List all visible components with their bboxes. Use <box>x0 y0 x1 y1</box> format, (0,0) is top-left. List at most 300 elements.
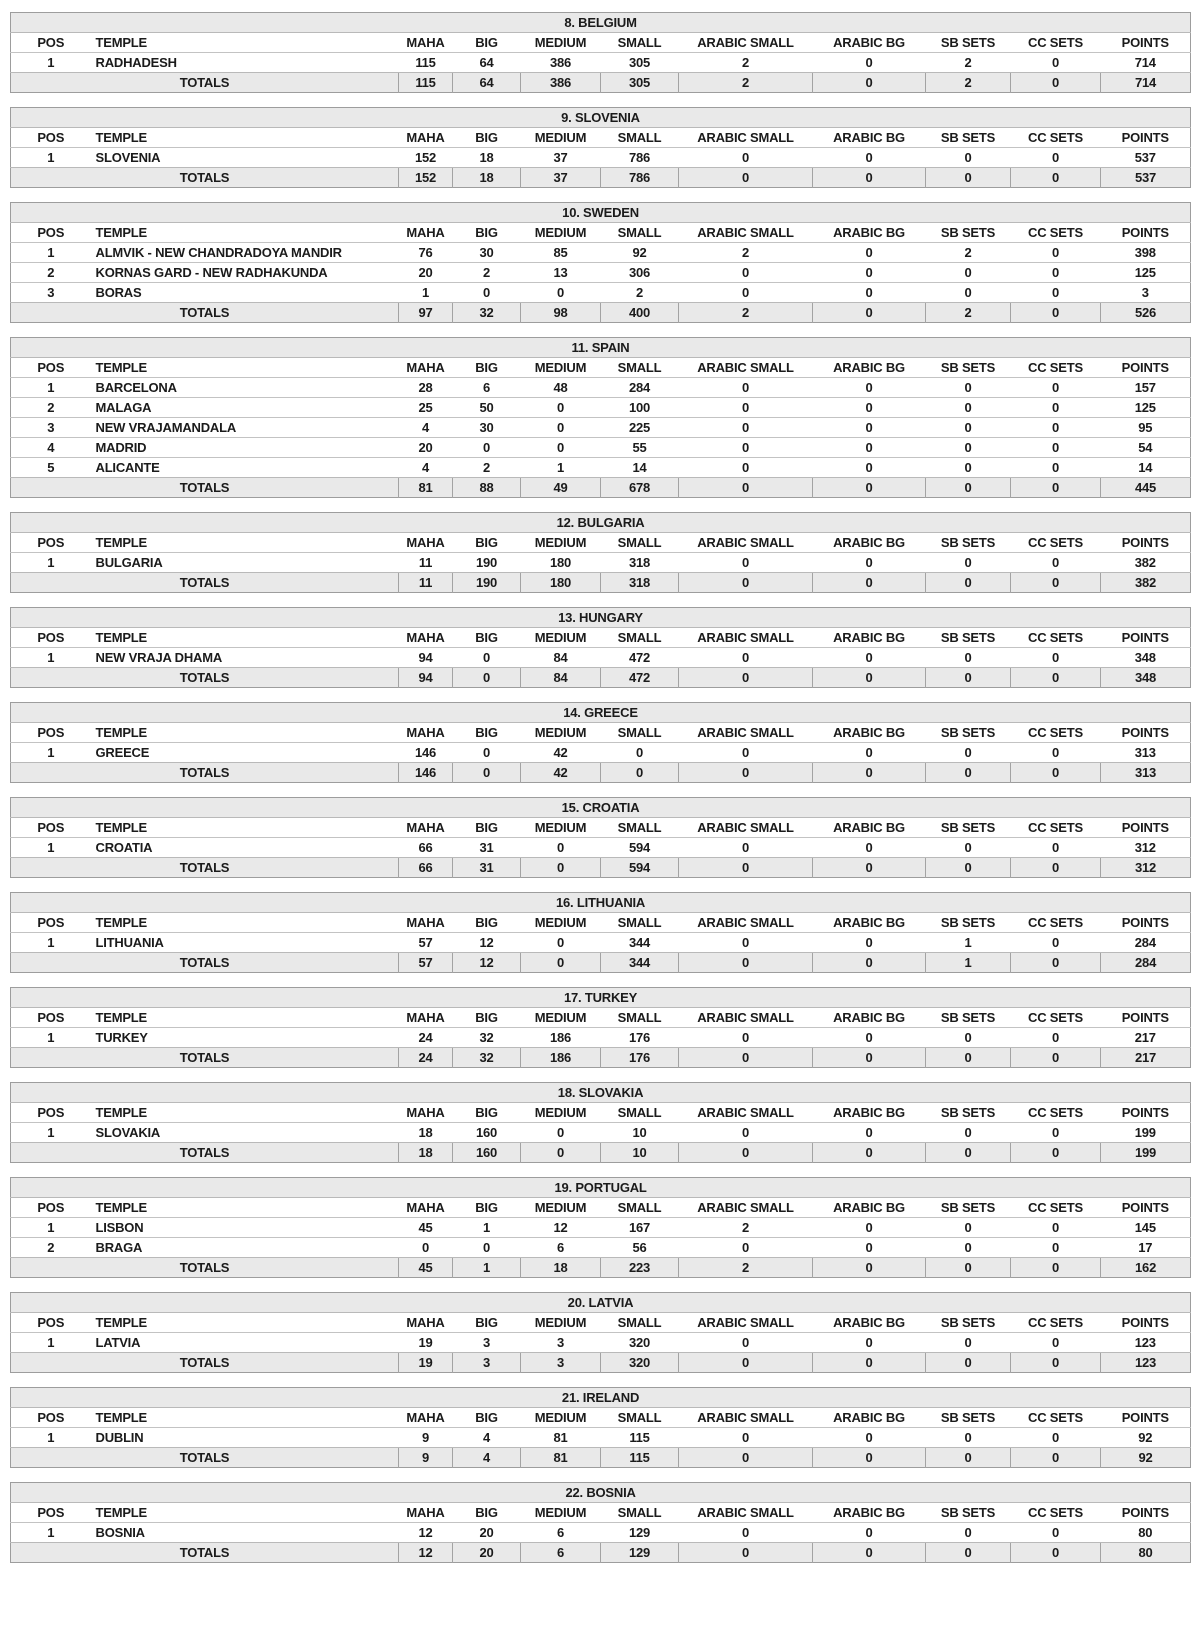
table-row <box>11 378 1191 398</box>
totals-value-cell: 0 <box>521 1143 601 1163</box>
value-cell: 2 <box>926 53 1011 73</box>
totals-value-cell: 305 <box>601 73 679 93</box>
column-header: ARABIC BG <box>813 628 926 648</box>
column-header: MEDIUM <box>521 1313 601 1333</box>
totals-value-cell: 81 <box>399 478 453 498</box>
totals-value-cell: 0 <box>813 303 926 323</box>
column-header: SMALL <box>601 358 679 378</box>
column-header: BIG <box>453 33 521 53</box>
totals-value-cell: 80 <box>1101 1543 1191 1563</box>
totals-value-cell: 45 <box>399 1258 453 1278</box>
value-cell: 0 <box>926 418 1011 438</box>
totals-value-cell: 0 <box>1011 1143 1101 1163</box>
value-cell: 0 <box>679 418 813 438</box>
title-row <box>11 1483 1191 1503</box>
column-header: ARABIC BG <box>813 1008 926 1028</box>
value-cell: 0 <box>926 1428 1011 1448</box>
totals-value-cell: 0 <box>1011 1543 1101 1563</box>
totals-row <box>11 1143 1191 1163</box>
value-cell: 152 <box>399 148 453 168</box>
column-header: POINTS <box>1101 1008 1191 1028</box>
value-cell: 0 <box>813 283 926 303</box>
totals-value-cell: 0 <box>453 763 521 783</box>
table-body <box>11 338 1191 498</box>
totals-row <box>11 1258 1191 1278</box>
column-header: MAHA <box>399 128 453 148</box>
totals-value-cell: 0 <box>813 763 926 783</box>
totals-row <box>11 303 1191 323</box>
totals-value-cell: 786 <box>601 168 679 188</box>
table-row <box>11 838 1191 858</box>
column-header: MEDIUM <box>521 1008 601 1028</box>
totals-value-cell: 0 <box>679 1143 813 1163</box>
value-cell: 0 <box>1011 1333 1101 1353</box>
value-cell: 0 <box>926 1333 1011 1353</box>
column-header: SB SETS <box>926 358 1011 378</box>
value-cell: 0 <box>453 648 521 668</box>
column-header: TEMPLE <box>91 533 399 553</box>
totals-value-cell: 32 <box>453 1048 521 1068</box>
value-cell: 0 <box>1011 243 1101 263</box>
column-header: MEDIUM <box>521 358 601 378</box>
column-header: SB SETS <box>926 533 1011 553</box>
column-header: ARABIC SMALL <box>679 33 813 53</box>
table-row <box>11 53 1191 73</box>
column-header: SMALL <box>601 223 679 243</box>
value-cell: 0 <box>453 1238 521 1258</box>
column-header: SMALL <box>601 128 679 148</box>
value-cell: 4 <box>453 1428 521 1448</box>
totals-value-cell: 0 <box>926 1543 1011 1563</box>
column-header: BIG <box>453 913 521 933</box>
column-header: ARABIC BG <box>813 723 926 743</box>
value-cell: 0 <box>1011 53 1101 73</box>
column-header: ARABIC BG <box>813 33 926 53</box>
totals-value-cell: 0 <box>679 763 813 783</box>
value-cell: 0 <box>679 1238 813 1258</box>
header-row <box>11 628 1191 648</box>
value-cell: 0 <box>679 1123 813 1143</box>
table-row <box>11 148 1191 168</box>
totals-value-cell: 32 <box>453 303 521 323</box>
column-header: MAHA <box>399 1008 453 1028</box>
column-header: CC SETS <box>1011 1503 1101 1523</box>
totals-value-cell: 57 <box>399 953 453 973</box>
column-header: CC SETS <box>1011 723 1101 743</box>
totals-value-cell: 0 <box>1011 73 1101 93</box>
column-header: SMALL <box>601 533 679 553</box>
value-cell: 382 <box>1101 553 1191 573</box>
value-cell: 2 <box>679 243 813 263</box>
column-header: CC SETS <box>1011 223 1101 243</box>
value-cell: 0 <box>679 398 813 418</box>
value-cell: 57 <box>399 933 453 953</box>
totals-value-cell: 64 <box>453 73 521 93</box>
value-cell: 0 <box>813 263 926 283</box>
column-header: ARABIC SMALL <box>679 1408 813 1428</box>
totals-value-cell: 344 <box>601 953 679 973</box>
table-title: 19. PORTUGAL <box>11 1178 1191 1198</box>
column-header: SMALL <box>601 913 679 933</box>
value-cell: 0 <box>1011 933 1101 953</box>
value-cell: 56 <box>601 1238 679 1258</box>
totals-value-cell: 0 <box>1011 1353 1101 1373</box>
value-cell: 20 <box>453 1523 521 1543</box>
value-cell: 472 <box>601 648 679 668</box>
title-row <box>11 1083 1191 1103</box>
value-cell: 18 <box>453 148 521 168</box>
table-title: 14. GREECE <box>11 703 1191 723</box>
column-header: ARABIC SMALL <box>679 1313 813 1333</box>
totals-value-cell: 0 <box>679 668 813 688</box>
table-row <box>11 933 1191 953</box>
column-header: POINTS <box>1101 33 1191 53</box>
value-cell: 2 <box>926 243 1011 263</box>
value-cell: 0 <box>601 743 679 763</box>
column-header: ARABIC SMALL <box>679 723 813 743</box>
totals-value-cell: 0 <box>679 168 813 188</box>
table-title: 12. BULGARIA <box>11 513 1191 533</box>
totals-value-cell: 0 <box>453 668 521 688</box>
value-cell: 0 <box>1011 1238 1101 1258</box>
totals-value-cell: 0 <box>521 953 601 973</box>
totals-value-cell: 2 <box>679 1258 813 1278</box>
totals-value-cell: 386 <box>521 73 601 93</box>
country-table <box>10 1292 1191 1373</box>
table-title: 17. TURKEY <box>11 988 1191 1008</box>
value-cell: 0 <box>813 1523 926 1543</box>
column-header: MEDIUM <box>521 723 601 743</box>
totals-value-cell: 180 <box>521 573 601 593</box>
totals-value-cell: 20 <box>453 1543 521 1563</box>
column-header: BIG <box>453 533 521 553</box>
column-header: SMALL <box>601 1408 679 1428</box>
table-title: 21. IRELAND <box>11 1388 1191 1408</box>
totals-label: TOTALS <box>11 668 399 688</box>
value-cell: 225 <box>601 418 679 438</box>
value-cell: 4 <box>399 418 453 438</box>
value-cell: 125 <box>1101 263 1191 283</box>
totals-value-cell: 0 <box>926 1048 1011 1068</box>
value-cell: 537 <box>1101 148 1191 168</box>
totals-value-cell: 12 <box>399 1543 453 1563</box>
column-header: BIG <box>453 358 521 378</box>
table-title: 20. LATVIA <box>11 1293 1191 1313</box>
value-cell: 2 <box>679 53 813 73</box>
totals-row <box>11 73 1191 93</box>
title-row <box>11 1293 1191 1313</box>
value-cell: 123 <box>1101 1333 1191 1353</box>
totals-value-cell: 0 <box>926 168 1011 188</box>
totals-value-cell: 0 <box>813 668 926 688</box>
totals-value-cell: 0 <box>521 858 601 878</box>
column-header: POS <box>11 1408 91 1428</box>
totals-value-cell: 0 <box>813 1543 926 1563</box>
totals-value-cell: 312 <box>1101 858 1191 878</box>
value-cell: 84 <box>521 648 601 668</box>
value-cell: 0 <box>926 1238 1011 1258</box>
value-cell: 0 <box>926 838 1011 858</box>
column-header: ARABIC BG <box>813 1313 926 1333</box>
value-cell: 199 <box>1101 1123 1191 1143</box>
value-cell: 0 <box>926 1123 1011 1143</box>
pos-cell: 1 <box>11 648 91 668</box>
table-row <box>11 243 1191 263</box>
value-cell: 2 <box>453 458 521 478</box>
column-header: SMALL <box>601 628 679 648</box>
column-header: MAHA <box>399 1313 453 1333</box>
column-header: CC SETS <box>1011 1103 1101 1123</box>
table-row <box>11 1123 1191 1143</box>
pos-cell: 1 <box>11 1218 91 1238</box>
totals-label: TOTALS <box>11 1543 399 1563</box>
column-header: BIG <box>453 1008 521 1028</box>
value-cell: 0 <box>1011 648 1101 668</box>
column-header: POS <box>11 128 91 148</box>
column-header: ARABIC SMALL <box>679 1008 813 1028</box>
value-cell: 30 <box>453 243 521 263</box>
column-header: BIG <box>453 1103 521 1123</box>
value-cell: 30 <box>453 418 521 438</box>
column-header: MEDIUM <box>521 913 601 933</box>
value-cell: 0 <box>521 283 601 303</box>
totals-value-cell: 0 <box>813 573 926 593</box>
temple-cell: SLOVENIA <box>91 148 399 168</box>
column-header: CC SETS <box>1011 128 1101 148</box>
totals-value-cell: 472 <box>601 668 679 688</box>
header-row <box>11 1503 1191 1523</box>
header-row <box>11 33 1191 53</box>
table-row <box>11 418 1191 438</box>
value-cell: 0 <box>1011 1218 1101 1238</box>
value-cell: 0 <box>813 1123 926 1143</box>
country-table <box>10 702 1191 783</box>
value-cell: 0 <box>679 1523 813 1543</box>
totals-value-cell: 0 <box>1011 478 1101 498</box>
totals-value-cell: 49 <box>521 478 601 498</box>
value-cell: 0 <box>813 438 926 458</box>
value-cell: 20 <box>399 438 453 458</box>
totals-value-cell: 2 <box>926 303 1011 323</box>
table-body <box>11 798 1191 878</box>
value-cell: 12 <box>521 1218 601 1238</box>
column-header: POINTS <box>1101 723 1191 743</box>
totals-label: TOTALS <box>11 953 399 973</box>
country-table <box>10 12 1191 93</box>
value-cell: 115 <box>601 1428 679 1448</box>
totals-value-cell: 0 <box>679 573 813 593</box>
value-cell: 24 <box>399 1028 453 1048</box>
value-cell: 28 <box>399 378 453 398</box>
column-header: SB SETS <box>926 1008 1011 1028</box>
column-header: BIG <box>453 128 521 148</box>
column-header: SMALL <box>601 818 679 838</box>
table-body <box>11 1293 1191 1373</box>
value-cell: 0 <box>813 1238 926 1258</box>
value-cell: 0 <box>679 1428 813 1448</box>
value-cell: 312 <box>1101 838 1191 858</box>
value-cell: 0 <box>1011 743 1101 763</box>
value-cell: 55 <box>601 438 679 458</box>
totals-value-cell: 94 <box>399 668 453 688</box>
table-body <box>11 13 1191 93</box>
totals-value-cell: 382 <box>1101 573 1191 593</box>
totals-value-cell: 0 <box>679 1353 813 1373</box>
column-header: ARABIC BG <box>813 913 926 933</box>
column-header: TEMPLE <box>91 818 399 838</box>
header-row <box>11 1008 1191 1028</box>
country-table <box>10 607 1191 688</box>
value-cell: 0 <box>1011 438 1101 458</box>
value-cell: 0 <box>813 243 926 263</box>
column-header: TEMPLE <box>91 223 399 243</box>
column-header: CC SETS <box>1011 1008 1101 1028</box>
temple-cell: NEW VRAJAMANDALA <box>91 418 399 438</box>
value-cell: 0 <box>813 1428 926 1448</box>
value-cell: 3 <box>453 1333 521 1353</box>
value-cell: 12 <box>399 1523 453 1543</box>
totals-row <box>11 953 1191 973</box>
totals-row <box>11 1448 1191 1468</box>
column-header: MEDIUM <box>521 1198 601 1218</box>
totals-value-cell: 0 <box>1011 1448 1101 1468</box>
column-header: MAHA <box>399 913 453 933</box>
column-header: POINTS <box>1101 913 1191 933</box>
totals-value-cell: 176 <box>601 1048 679 1068</box>
column-header: SMALL <box>601 1313 679 1333</box>
pos-cell: 2 <box>11 398 91 418</box>
value-cell: 125 <box>1101 398 1191 418</box>
totals-value-cell: 0 <box>813 1448 926 1468</box>
value-cell: 0 <box>453 283 521 303</box>
value-cell: 0 <box>1011 1028 1101 1048</box>
column-header: POS <box>11 533 91 553</box>
column-header: SB SETS <box>926 33 1011 53</box>
value-cell: 305 <box>601 53 679 73</box>
value-cell: 0 <box>926 398 1011 418</box>
column-header: POINTS <box>1101 1103 1191 1123</box>
value-cell: 0 <box>1011 553 1101 573</box>
value-cell: 145 <box>1101 1218 1191 1238</box>
column-header: ARABIC BG <box>813 223 926 243</box>
value-cell: 180 <box>521 553 601 573</box>
value-cell: 6 <box>453 378 521 398</box>
column-header: ARABIC BG <box>813 1408 926 1428</box>
totals-value-cell: 2 <box>679 73 813 93</box>
table-row <box>11 1218 1191 1238</box>
temple-cell: LITHUANIA <box>91 933 399 953</box>
column-header: POS <box>11 723 91 743</box>
totals-label: TOTALS <box>11 1048 399 1068</box>
totals-value-cell: 0 <box>926 668 1011 688</box>
column-header: MEDIUM <box>521 1103 601 1123</box>
value-cell: 318 <box>601 553 679 573</box>
value-cell: 0 <box>1011 263 1101 283</box>
table-row <box>11 1428 1191 1448</box>
totals-value-cell: 0 <box>601 763 679 783</box>
totals-value-cell: 223 <box>601 1258 679 1278</box>
value-cell: 37 <box>521 148 601 168</box>
value-cell: 386 <box>521 53 601 73</box>
column-header: SMALL <box>601 1103 679 1123</box>
column-header: SMALL <box>601 1503 679 1523</box>
totals-value-cell: 0 <box>679 1448 813 1468</box>
column-header: MEDIUM <box>521 128 601 148</box>
column-header: ARABIC SMALL <box>679 128 813 148</box>
table-body <box>11 203 1191 323</box>
totals-value-cell: 284 <box>1101 953 1191 973</box>
totals-value-cell: 160 <box>453 1143 521 1163</box>
column-header: ARABIC SMALL <box>679 1503 813 1523</box>
value-cell: 1 <box>399 283 453 303</box>
table-row <box>11 1333 1191 1353</box>
value-cell: 176 <box>601 1028 679 1048</box>
value-cell: 0 <box>926 263 1011 283</box>
totals-value-cell: 320 <box>601 1353 679 1373</box>
totals-value-cell: 98 <box>521 303 601 323</box>
pos-cell: 1 <box>11 1028 91 1048</box>
title-row <box>11 1388 1191 1408</box>
column-header: MEDIUM <box>521 533 601 553</box>
value-cell: 12 <box>453 933 521 953</box>
column-header: TEMPLE <box>91 358 399 378</box>
value-cell: 0 <box>679 458 813 478</box>
title-row <box>11 13 1191 33</box>
value-cell: 348 <box>1101 648 1191 668</box>
totals-value-cell: 445 <box>1101 478 1191 498</box>
temple-cell: MALAGA <box>91 398 399 418</box>
pos-cell: 2 <box>11 263 91 283</box>
value-cell: 94 <box>399 648 453 668</box>
value-cell: 0 <box>813 838 926 858</box>
title-row <box>11 513 1191 533</box>
temple-cell: BARCELONA <box>91 378 399 398</box>
value-cell: 0 <box>399 1238 453 1258</box>
value-cell: 0 <box>679 1333 813 1353</box>
totals-label: TOTALS <box>11 73 399 93</box>
totals-value-cell: 18 <box>399 1143 453 1163</box>
value-cell: 6 <box>521 1523 601 1543</box>
value-cell: 0 <box>679 283 813 303</box>
totals-value-cell: 1 <box>453 1258 521 1278</box>
value-cell: 66 <box>399 838 453 858</box>
value-cell: 306 <box>601 263 679 283</box>
totals-value-cell: 0 <box>926 1143 1011 1163</box>
table-row <box>11 1523 1191 1543</box>
totals-value-cell: 88 <box>453 478 521 498</box>
column-header: POS <box>11 628 91 648</box>
value-cell: 0 <box>521 418 601 438</box>
totals-value-cell: 537 <box>1101 168 1191 188</box>
totals-row <box>11 668 1191 688</box>
value-cell: 0 <box>1011 398 1101 418</box>
value-cell: 14 <box>1101 458 1191 478</box>
column-header: MAHA <box>399 358 453 378</box>
value-cell: 0 <box>813 1218 926 1238</box>
totals-value-cell: 313 <box>1101 763 1191 783</box>
table-body <box>11 108 1191 188</box>
pos-cell: 1 <box>11 838 91 858</box>
column-header: ARABIC SMALL <box>679 1198 813 1218</box>
value-cell: 17 <box>1101 1238 1191 1258</box>
totals-value-cell: 594 <box>601 858 679 878</box>
value-cell: 157 <box>1101 378 1191 398</box>
column-header: TEMPLE <box>91 1008 399 1028</box>
pos-cell: 1 <box>11 1428 91 1448</box>
column-header: MEDIUM <box>521 223 601 243</box>
temple-cell: TURKEY <box>91 1028 399 1048</box>
totals-value-cell: 0 <box>679 953 813 973</box>
